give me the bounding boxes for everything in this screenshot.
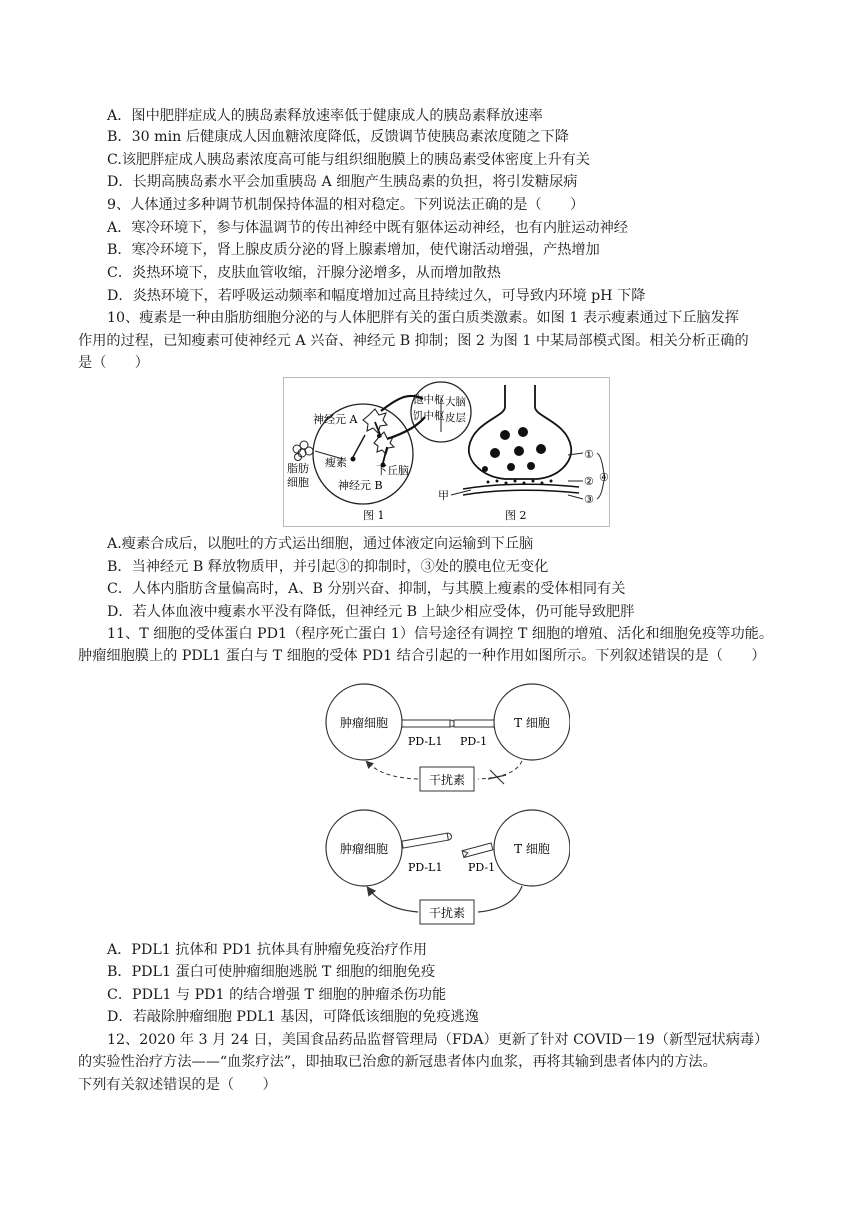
q8-option-c: C.该肥胖症成人胰岛素浓度高可能与组织细胞膜上的胰岛素受体密度上升有关 <box>107 152 591 168</box>
q11-option-b: B．PDL1 蛋白可使肿瘤细胞逃脱 T 细胞的细胞免疫 <box>107 964 436 980</box>
q11-stem-line-2: 肿瘤细胞膜上的 PDL1 蛋白与 T 细胞的受体 PD1 结合引起的一种作用如图所示。下列叙述错误的是（ ） <box>78 648 766 664</box>
bottom-t-cell-label: T 细胞 <box>514 842 550 856</box>
top-t-cell-label: T 细胞 <box>514 716 550 730</box>
bottom-pdl1-label: PD-L1 <box>408 861 443 874</box>
q8-option-d: D．长期高胰岛素水平会加重胰岛 A 细胞产生胰岛素的负担，将引发糖尿病 <box>107 174 578 190</box>
pd1-figure <box>322 672 570 930</box>
q10-stem-line-1: 10、瘦素是一种由脂肪细胞分泌的与人体肥胖有关的蛋白质类激素。如图 1 表示瘦素通过下丘脑发挥 <box>107 310 739 326</box>
label-cortex-2: 皮层 <box>445 412 466 424</box>
q9-stem: 9、人体通过多种调节机制保持体温的相对稳定。下列说法正确的是（ ） <box>107 197 585 213</box>
q9-option-b: B．寒冷环境下，肾上腺皮质分泌的肾上腺素增加，使代谢活动增强，产热增加 <box>107 242 600 258</box>
q11-option-a: A．PDL1 抗体和 PD1 抗体具有肿瘤免疫治疗作用 <box>107 942 428 958</box>
q8-option-b: B．30 min 后健康成人因血糖浓度降低，反馈调节使胰岛素浓度随之下降 <box>107 129 569 145</box>
label-leptin: 瘦素 <box>325 456 347 469</box>
q11-stem-line-1: 11、T 细胞的受体蛋白 PD1（程序死亡蛋白 1）信号途径有调控 T 细胞的增殖、活化和细胞免疫等功能。 <box>107 626 774 642</box>
q9-option-c: C．炎热环境下，皮肤血管收缩，汗腺分泌增多，从而增加散热 <box>107 265 501 281</box>
q10-option-b: B．当神经元 B 释放物质甲，并引起③的抑制时，③处的膜电位无变化 <box>107 559 549 575</box>
label-cortex-1: 大脑 <box>445 396 466 408</box>
label-hunger-center: 饥中枢 <box>413 410 445 422</box>
label-fig2: 图 2 <box>505 509 527 522</box>
bottom-tumor-cell-label: 肿瘤细胞 <box>339 842 389 856</box>
q12-stem-line-2: 的实验性治疗方法——“血浆疗法”，即抽取已治愈的新冠患者体内血浆，再将其输到患者体内的方法。 <box>78 1054 717 1070</box>
q12-stem-line-3: 下列有关叙述错误的是（ ） <box>78 1077 277 1093</box>
q10-option-d: D．若人体血液中瘦素水平没有降低，但神经元 B 上缺少相应受体，仍可能导致肥胖 <box>107 604 635 620</box>
label-hypothalamus: 下丘脑 <box>376 464 409 477</box>
q8-option-a: A．图中肥胖症成人的胰岛素释放速率低于健康成人的胰岛素释放速率 <box>107 108 543 124</box>
bottom-pd1-label: PD-1 <box>468 861 496 874</box>
top-pdl1-label: PD-L1 <box>408 735 443 748</box>
label-n2: ② <box>584 475 594 488</box>
label-neuron-a: 神经元 A <box>313 413 358 426</box>
q9-option-a: A．寒冷环境下，参与体温调节的传出神经中既有躯体运动神经，也有内脏运动神经 <box>107 220 628 236</box>
q10-option-c: C．人体内脂肪含量偏高时，A、B 分别兴奋、抑制，与其膜上瘦素的受体相同有关 <box>107 581 626 597</box>
bottom-interferon-label: 干扰素 <box>428 906 466 920</box>
label-n3: ③ <box>584 493 594 506</box>
label-n1: ① <box>584 448 594 461</box>
q9-option-d: D．炎热环境下，若呼吸运动频率和幅度增加过高且持续过久，可导致内环境 pH 下降 <box>107 288 646 304</box>
top-interferon-label: 干扰素 <box>428 773 466 787</box>
label-fat-cell-2: 细胞 <box>287 476 309 489</box>
q11-option-c: C．PDL1 与 PD1 的结合增强 T 细胞的肿瘤杀伤功能 <box>107 987 447 1003</box>
label-neuron-b: 神经元 B <box>338 479 383 492</box>
label-satiety-center: 饱中枢 <box>413 394 445 406</box>
q10-stem-line-3: 是（ ） <box>78 355 149 371</box>
q11-option-d: D．若敲除肿瘤细胞 PDL1 基因，可降低该细胞的免疫逃逸 <box>107 1009 479 1025</box>
top-tumor-cell-label: 肿瘤细胞 <box>339 716 389 730</box>
leptin-figure <box>283 377 610 527</box>
label-fig1: 图 1 <box>363 509 385 522</box>
top-pd1-label: PD-1 <box>460 735 488 748</box>
label-n4: ④ <box>599 471 609 484</box>
label-fat-cell-1: 脂肪 <box>287 462 309 475</box>
q10-stem-line-2: 作用的过程，已知瘦素可使神经元 A 兴奋、神经元 B 抑制；图 2 为图 1 中某局部模式图。相关分析正确的 <box>78 333 749 349</box>
q10-option-a: A.瘦素合成后，以胞吐的方式运出细胞，通过体液定向运输到下丘脑 <box>107 536 534 552</box>
q12-stem-line-1: 12、2020 年 3 月 24 日，美国食品药品监督管理局（FDA）更新了针对 COVID－19（新型冠状病毒） <box>107 1032 769 1048</box>
label-jia: 甲 <box>438 489 449 502</box>
